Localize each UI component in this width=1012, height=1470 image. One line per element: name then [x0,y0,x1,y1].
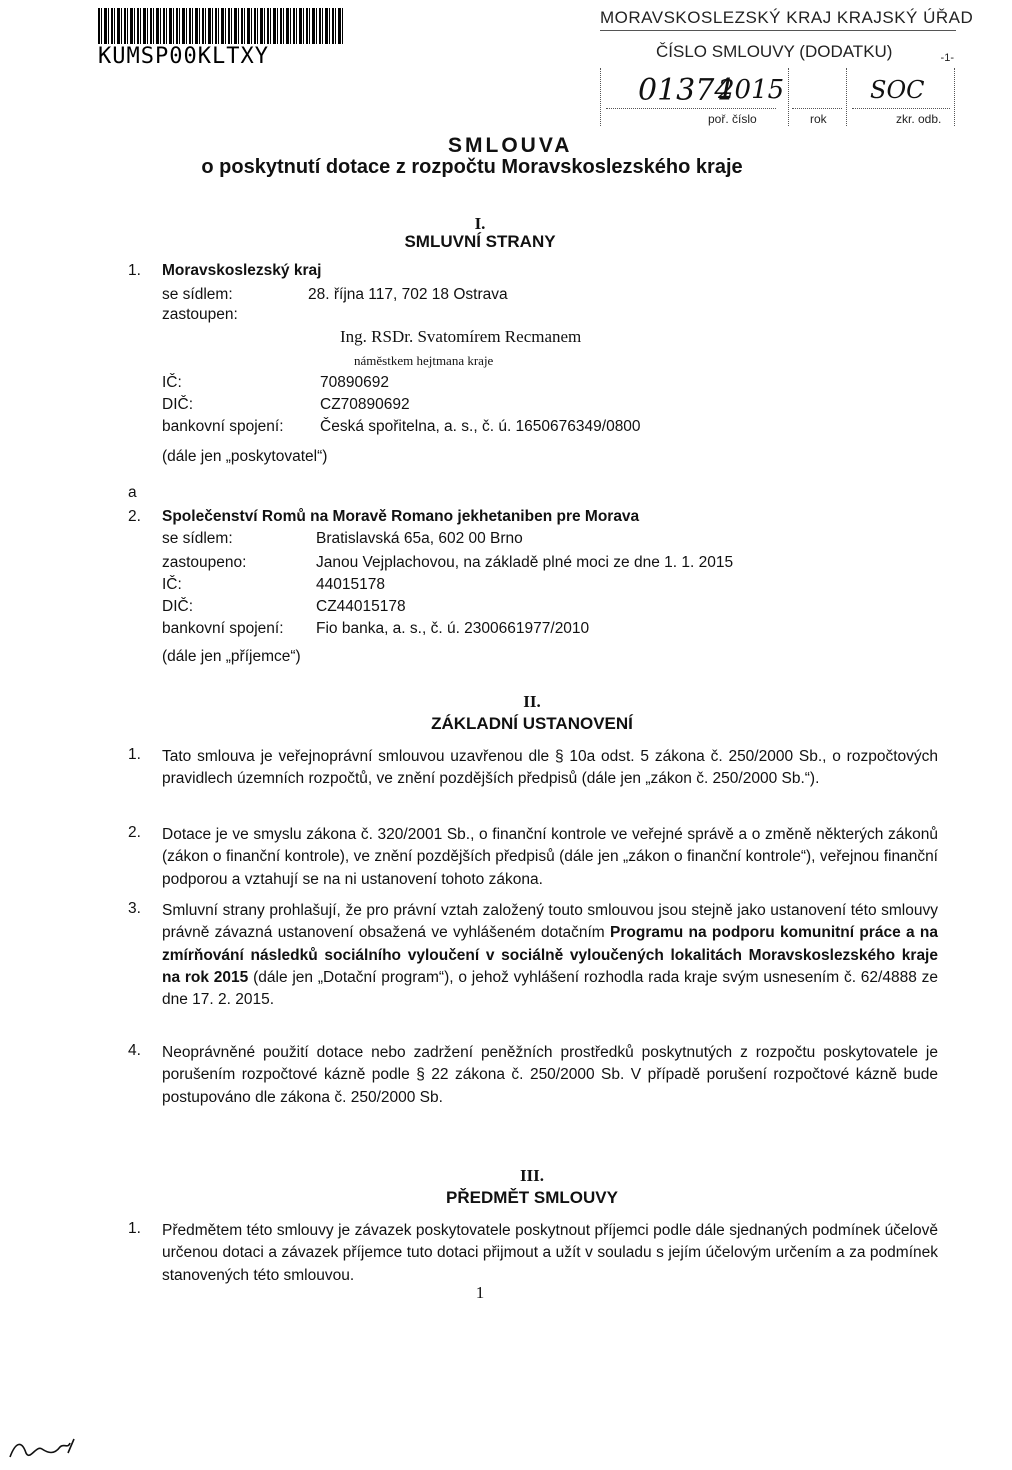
representative-name: Ing. RSDr. Svatomírem Recmanem [340,327,582,346]
section-number: III. [519,1166,545,1185]
program-name: Programu na podporu komunitní práce a na zmírňování následků sociálního vyloučení v sociálně vyloučených lokalitách Moravskoslezského kraje na rok 2015 [162,924,938,986]
bank-label: bankovní spojení: [162,418,284,435]
svg-text:SOC: SOC [870,76,925,104]
handwritten-initials [8,1435,88,1463]
representative-value: Janou Vejplachovou, na základě plné moci ze dne 1. 1. 2015 [316,554,734,571]
registration-stamp [596,4,974,130]
stamp-page-marker: -1- [940,52,954,64]
paragraph: Neoprávněné použití dotace nebo zadržení peněžních prostředků poskytnutých z rozpočtu poskytovatele je porušením rozpočtové kázně podle § 22 zákona č. 250/2000 Sb. V případě porušení rozpočtové kázně bude postupováno dle zákona č. 250/2000 Sb. [162,1044,938,1106]
ic-value: 70890692 [320,374,389,391]
party-alias: (dále jen „příjemce“) [162,648,301,665]
dic-label: DIČ: [162,396,193,413]
paragraph-text: (dále jen „Dotační program“), o jehož vyhlášení rozhodla rada kraje svým usnesením č. 62/4888 ze dne 17. 2. 2015. [162,968,938,1009]
paragraph-number: 3. [128,900,141,917]
section-title: SMLUVNÍ STRANY [404,232,556,251]
section-title: PŘEDMĚT SMLOUVY [446,1188,618,1207]
party-number: 1. [128,262,141,279]
party-number: 2. [128,508,141,525]
document-subtitle: o poskytnutí dotace z rozpočtu Moravskoslezského kraje [201,156,743,178]
seat-value: Bratislavská 65a, 602 00 Brno [316,530,523,547]
party-conjunction: a [128,484,137,501]
page-number: 1 [475,1283,485,1302]
paragraph: Dotace je ve smyslu zákona č. 320/2001 Sb., o finanční kontrole ve veřejné správě a o změně některých zákonů (zákon o finanční kontrole), ve znění pozdějších předpisů (dále jen „zákon o finanční kontrole“), veřejnou finanční podporou a vztahují se na ni ustanovení tohoto zákona. [162,826,938,888]
stamp-divider [788,68,789,126]
dic-label: DIČ: [162,598,193,615]
bank-value: Česká spořitelna, a. s., č. ú. 1650676349/0800 [320,418,641,435]
dic-value: CZ70890692 [320,396,410,413]
ic-label: IČ: [162,374,182,391]
svg-text:2015: 2015 [718,75,785,105]
section-number: II. [523,692,541,711]
stamp-field-line [792,108,842,109]
handwritten-year [716,68,786,110]
stamp-divider [600,68,601,126]
paragraph-number: 2. [128,824,141,841]
handwritten-department [868,68,948,110]
stamp-dept-label: zkr. odb. [896,112,942,126]
document-title: SMLOUVA [448,134,573,157]
paragraph: Tato smlouva je veřejnoprávní smlouvou uzavřenou dle § 10a odst. 5 zákona č. 250/2000 Sb., o rozpočtových pravidlech územních rozpočtů, ve znění pozdějších předpisů (dále jen „zákon č. 250/2000 Sb.“). [162,748,938,788]
representative-label: zastoupen: [162,306,238,323]
paragraph-text: Smluvní strany prohlašují, že pro právní vztah založený touto smlouvou jsou stejně jako ustanovení této smlouvy právně závazná ustanovení obsažená ve vyhlášeném dotačním [162,902,938,942]
party-name: Moravskoslezský kraj [162,262,322,279]
dic-value: CZ44015178 [316,598,406,615]
handwritten-serial-number [636,68,734,110]
seat-label: se sídlem: [162,530,233,547]
representative-label: zastoupeno: [162,554,247,571]
ic-label: IČ: [162,576,182,593]
bank-label: bankovní spojení: [162,620,284,637]
stamp-office: MORAVSKOSLEZSKÝ KRAJ KRAJSKÝ ÚŘAD [600,8,956,31]
seat-label: se sídlem: [162,286,233,303]
svg-text:01374: 01374 [638,73,734,108]
paragraph-number: 1. [128,746,141,763]
representative-role: náměstkem hejtmana kraje [354,353,494,368]
barcode-code: KUMSP00KLTXY [98,44,269,69]
paragraph-number: 4. [128,1042,141,1059]
stamp-divider [846,68,847,126]
ic-value: 44015178 [316,576,385,593]
party-name: Společenství Romů na Moravě Romano jekhetaniben pre Morava [162,508,640,525]
barcode [98,8,344,44]
section-title: ZÁKLADNÍ USTANOVENÍ [431,714,633,733]
paragraph: Předmětem této smlouvy je závazek poskytovatele poskytnout příjemci podle dále sjednaných podmínek účelově určenou dotaci a závazek příjemce tuto dotaci přijmout a užít v souladu s jejím účelovým určením a za podmínek stanovených této smlouvou. [162,1222,938,1284]
stamp-year-label: rok [810,112,827,126]
section-number: I. [474,214,486,233]
paragraph [162,900,938,1011]
bank-value: Fio banka, a. s., č. ú. 2300661977/2010 [316,620,590,637]
stamp-contract-label: ČÍSLO SMLOUVY (DODATKU) [656,42,893,61]
stamp-divider [954,68,955,126]
seat-value: 28. října 117, 702 18 Ostrava [308,286,508,303]
party-alias: (dále jen „poskytovatel“) [162,448,328,465]
paragraph-number: 1. [128,1220,141,1237]
stamp-serial-label: poř. číslo [708,112,757,126]
